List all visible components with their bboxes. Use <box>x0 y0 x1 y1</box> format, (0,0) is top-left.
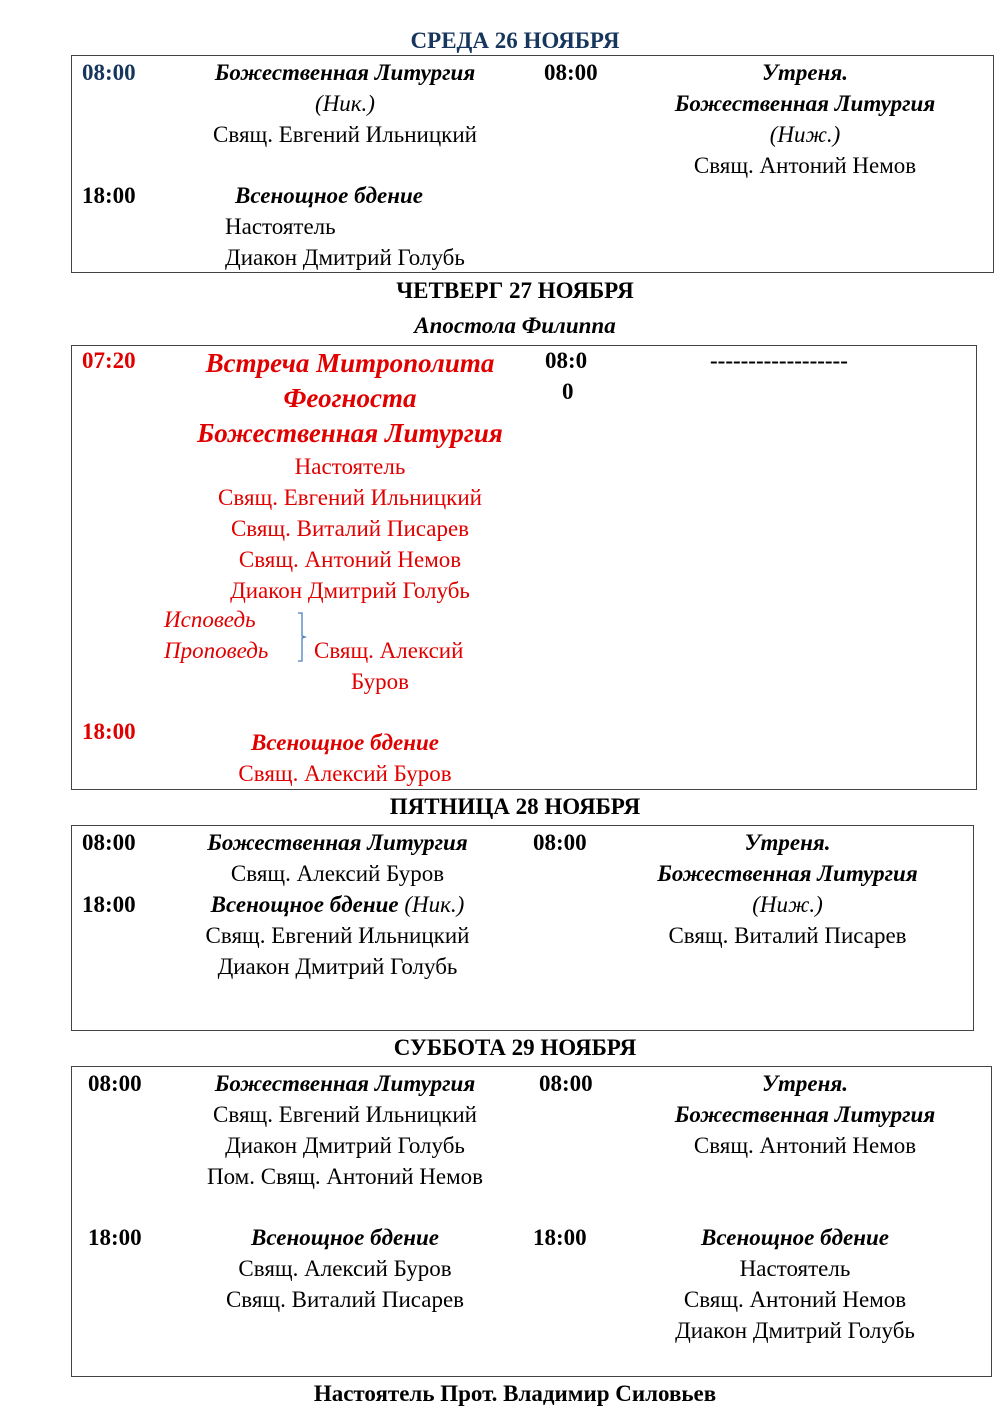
clergy-name: Свящ. Антоний Немов <box>693 1133 917 1158</box>
service-block <box>170 57 520 150</box>
clergy-name: Свящ. Евгений Ильницкий <box>218 485 482 510</box>
clergy-name: Свящ. Евгений Ильницкий <box>205 923 470 948</box>
service-name: Феогноста <box>283 383 417 413</box>
service-name: Всенощное бдение <box>235 183 423 208</box>
clergy-name: Настоятель <box>225 214 336 239</box>
service-location: (Ник.) <box>315 91 375 116</box>
clergy-name: Диакон Дмитрий Голубь <box>225 245 465 270</box>
service-block <box>170 727 520 789</box>
bracket-icon <box>296 612 310 662</box>
service-name: Всенощное бдение <box>251 730 439 755</box>
service-location: (Ниж.) <box>752 892 823 917</box>
service-name: Божественная Литургия <box>214 60 476 85</box>
no-service-dash: ------------------ <box>710 348 848 373</box>
service-name: Всенощное бдение <box>251 1225 439 1250</box>
clergy-name: Свящ. Евгений Ильницкий <box>213 1102 477 1127</box>
clergy-name: Свящ. Виталий Писарев <box>230 516 470 541</box>
service-name: Утреня. <box>744 830 831 855</box>
day-heading-wednesday: СРЕДА 26 НОЯБРЯ <box>410 28 620 53</box>
service-time: 08:00 <box>539 1071 593 1096</box>
clergy-name: Свящ. Алексий Буров <box>230 861 445 886</box>
service-block <box>165 827 510 982</box>
service-block <box>160 346 540 606</box>
clergy-name: Свящ. Алексий <box>314 638 464 663</box>
service-time: 18:00 <box>533 1225 587 1250</box>
service-time: 18:00 <box>88 1225 142 1250</box>
signature-line: Настоятель Прот. Владимир Силовьев <box>313 1381 717 1406</box>
service-block <box>640 1068 970 1161</box>
service-block <box>620 827 955 951</box>
clergy-name: Буров <box>351 669 409 694</box>
service-location: (Ник.) <box>398 892 465 917</box>
service-time: 08:00 <box>82 60 136 85</box>
service-name: Божественная Литургия <box>657 861 918 886</box>
clergy-name: Свящ. Алексий Буров <box>238 1256 452 1281</box>
feast-subtitle: Апостола Филиппа <box>414 313 616 338</box>
service-time: 08:00 <box>82 830 136 855</box>
service-name: Утреня. <box>762 1071 848 1096</box>
service-time: 18:00 <box>82 892 136 917</box>
clergy-name: Диакон Дмитрий Голубь <box>675 1318 915 1343</box>
service-time: 18:00 <box>82 719 136 744</box>
service-time: 08:00 <box>544 60 598 85</box>
service-block <box>630 1222 960 1346</box>
service-time: 07:20 <box>82 348 136 373</box>
day-heading-saturday: СУББОТА 29 НОЯБРЯ <box>393 1035 637 1060</box>
clergy-name: Свящ. Антоний Немов <box>683 1287 907 1312</box>
service-time: 08:00 <box>88 1071 142 1096</box>
service-time: 08:0 <box>545 348 588 373</box>
day-heading-friday: ПЯТНИЦА 28 НОЯБРЯ <box>389 794 641 819</box>
clergy-name: Диакон Дмитрий Голубь <box>225 1133 465 1158</box>
service-name: Божественная Литургия <box>674 91 936 116</box>
clergy-name: Свящ. Виталий Писарев <box>225 1287 465 1312</box>
service-block <box>170 1222 520 1315</box>
clergy-name: Свящ. Антоний Немов <box>693 153 917 178</box>
service-location: (Ниж.) <box>769 122 841 147</box>
service-name: Утреня. <box>762 60 848 85</box>
clergy-name: Свящ. Евгений Ильницкий <box>213 122 477 147</box>
service-time: 18:00 <box>82 183 136 208</box>
clergy-name: Свящ. Виталий Писарев <box>668 923 907 948</box>
service-name: Божественная Литургия <box>214 1071 476 1096</box>
clergy-name: Диакон Дмитрий Голубь <box>230 578 470 603</box>
clergy-name: Настоятель <box>294 454 406 479</box>
service-name: Божественная Литургия <box>207 830 468 855</box>
service-block <box>640 57 970 181</box>
sermon-label: Проповедь <box>164 638 269 663</box>
clergy-name: Настоятель <box>739 1256 851 1281</box>
clergy-name: Свящ. Антоний Немов <box>238 547 462 572</box>
service-name: Встреча Митрополита <box>205 348 495 378</box>
service-block <box>225 180 475 273</box>
service-block <box>170 1068 520 1192</box>
day-heading-thursday: ЧЕТВЕРГ 27 НОЯБРЯ <box>396 278 634 303</box>
service-name: Всенощное бдение <box>701 1225 889 1250</box>
service-name: Божественная Литургия <box>674 1102 936 1127</box>
service-name: Божественная Литургия <box>197 418 503 448</box>
service-time: 08:00 <box>533 830 587 855</box>
clergy-name: Диакон Дмитрий Голубь <box>217 954 458 979</box>
clergy-name: Пом. Свящ. Антоний Немов <box>207 1164 483 1189</box>
service-time-wrap: 0 <box>562 379 574 404</box>
confession-label: Исповедь <box>164 607 256 632</box>
clergy-name: Свящ. Алексий Буров <box>238 761 452 786</box>
service-name: Всенощное бдение <box>210 892 399 917</box>
